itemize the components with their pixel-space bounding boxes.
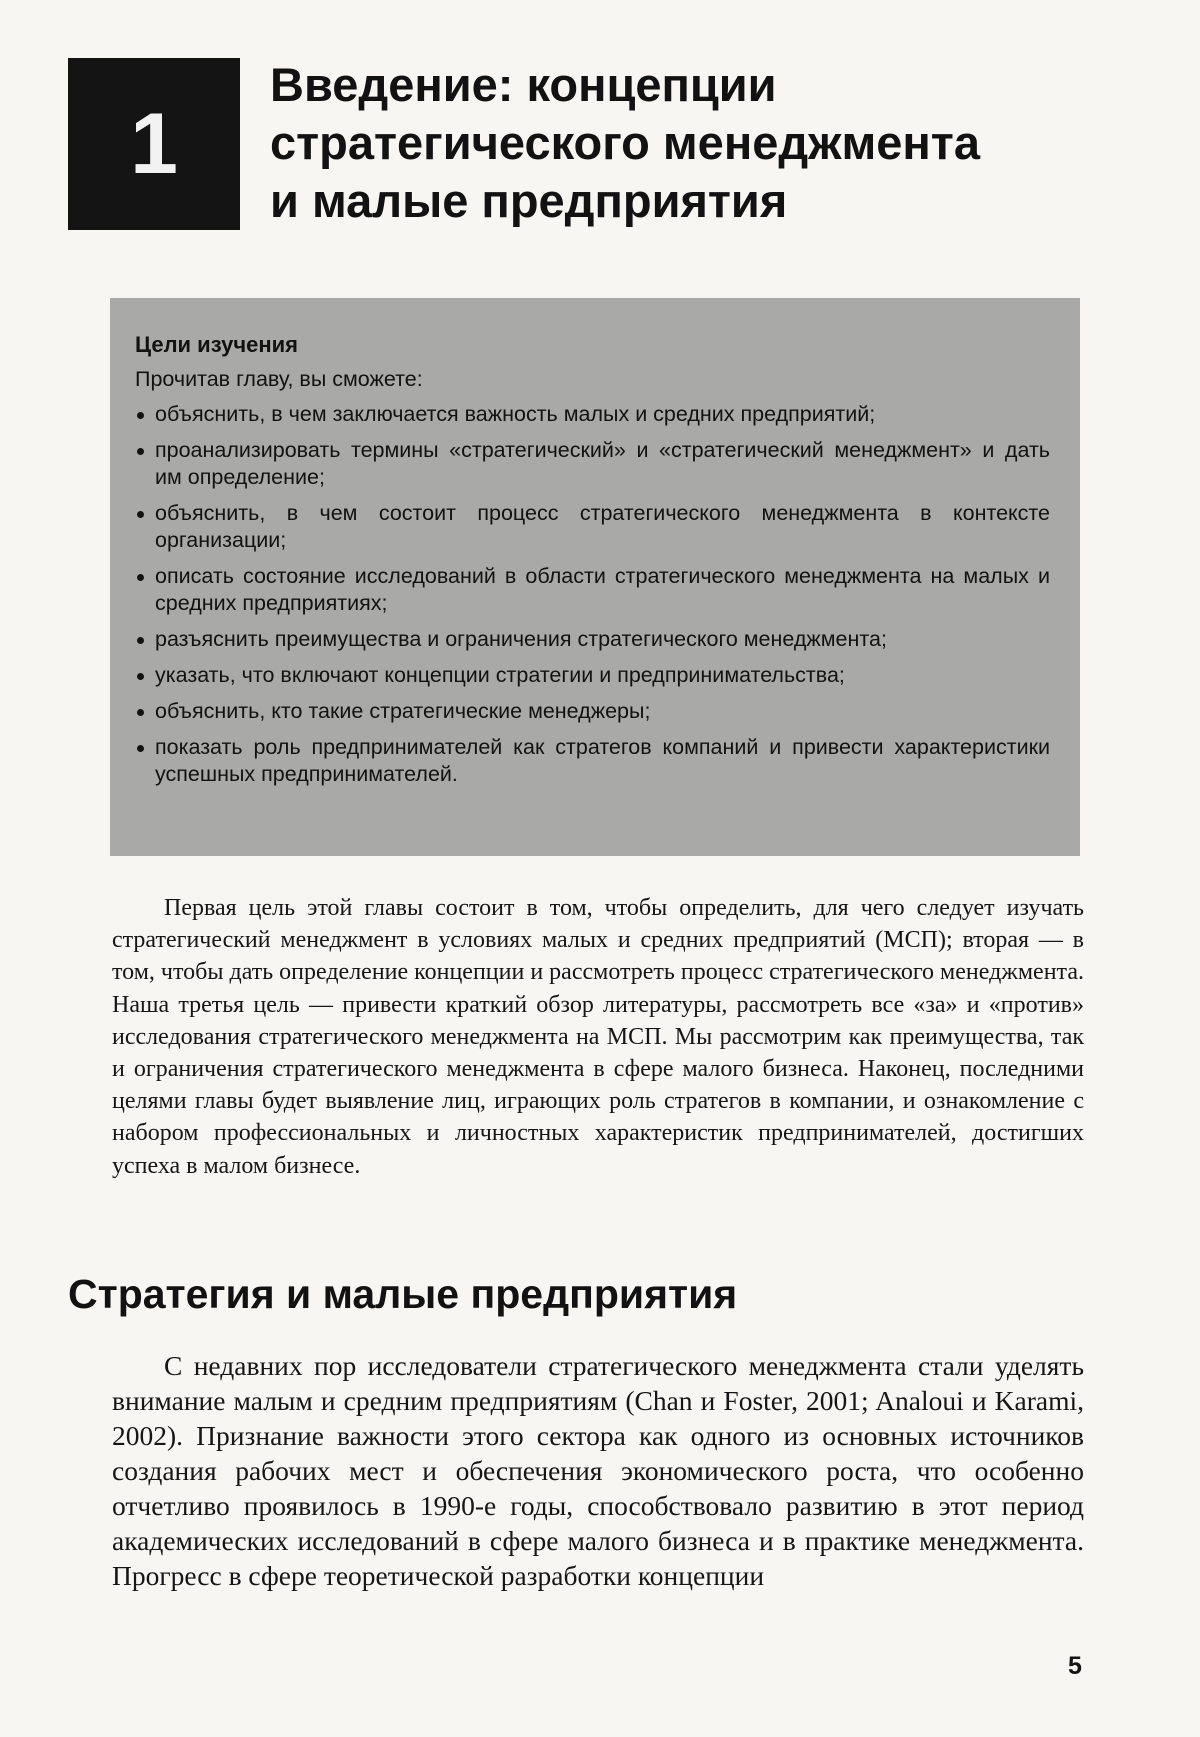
- objective-item: объяснить, кто такие стратегические менеджеры;: [135, 698, 1050, 725]
- chapter-number: 1: [130, 96, 178, 192]
- learning-objectives-box: [110, 298, 1080, 856]
- objective-item: объяснить, в чем заключается важность малых и средних предприятий;: [135, 401, 1050, 428]
- chapter-number-box: [68, 58, 240, 230]
- section-heading: Стратегия и малые предприятия: [68, 1271, 738, 1317]
- objectives-list: [135, 401, 1050, 788]
- objectives-title: Цели изучения: [135, 332, 298, 357]
- objective-item: разъяснить преимущества и ограничения стратегического менеджмента;: [135, 626, 1050, 653]
- objective-item: указать, что включают концепции стратегии и предпринимательства;: [135, 662, 1050, 689]
- objective-item: описать состояние исследований в области стратегического менеджмента на малых и средних предприятиях;: [135, 563, 1050, 617]
- chapter-title-line: стратегического менеджмента: [270, 116, 980, 169]
- objective-item: объяснить, в чем состоит процесс стратегического менеджмента в контексте организации;: [135, 500, 1050, 554]
- chapter-title-line: и малые предприятия: [270, 174, 788, 227]
- objectives-intro: Прочитав главу, вы сможете:: [135, 367, 423, 391]
- objective-item: показать роль предпринимателей как стратегов компаний и привести характеристики успешных предпринимателей.: [135, 734, 1050, 788]
- page-number: 5: [1068, 1652, 1082, 1680]
- objective-item: проанализировать термины «стратегический» и «стратегический менеджмент» и дать им определение;: [135, 437, 1050, 491]
- section-paragraph: С недавних пор исследователи стратегического менеджмента стали уделять внимание малым и средним предприятиям (Chan и Foster, 2001; Analoui и Karami, 2002). Признание важности этого сектора как одного из основных источников создания рабочих мест и обеспечения экономического роста, что особенно отчетливо проявилось в 1990-е годы, способствовало развитию в этот период академических исследований в сфере малого бизнеса и в практике менеджмента. Прогресс в сфере теоретической разработки концепции: [112, 1350, 1084, 1591]
- chapter-title-line: Введение: концепции: [270, 58, 777, 111]
- chapter-title: [270, 56, 1110, 230]
- intro-paragraph: Первая цель этой главы состоит в том, чтобы определить, для чего следует изучать стратегический менеджмент в условиях малых и средних предприятий (МСП); вторая — в том, чтобы дать определение концепции и рассмотреть процесс стратегического менеджмента. Наша третья цель — привести краткий обзор литературы, рассмотреть все «за» и «против» исследования стратегического менеджмента на МСП. Мы рассмотрим как преимущества, так и ограничения стратегического менеджмента в сфере малого бизнеса. Наконец, последними целями главы будет выявление лиц, играющих роль стратегов в компании, и ознакомление с набором профессиональных и личностных характеристик предпринимателей, достигших успеха в малом бизнесе.: [112, 895, 1084, 1179]
